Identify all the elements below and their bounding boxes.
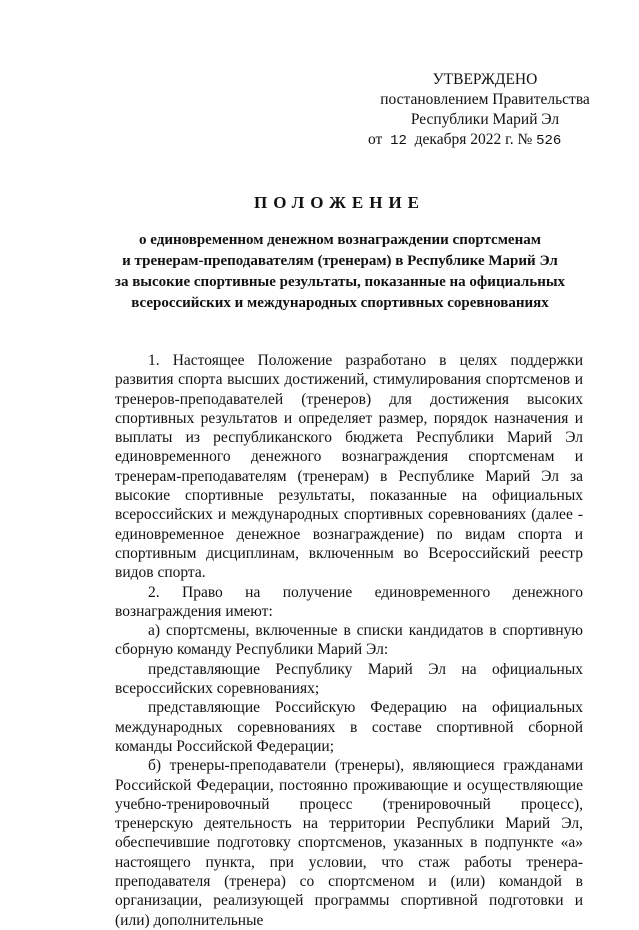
paragraph-2a-2: представляющие Российскую Федерацию на официальных международных соревнованиях в составе спортивной сборной команды Российской Федерации; [115, 699, 583, 755]
approval-number: 526 [536, 133, 562, 149]
approval-date-prefix: от [368, 131, 383, 148]
approval-status: УТВЕРЖДЕНО [432, 71, 538, 88]
paragraph-1: 1. Настоящее Положение разработано в целях поддержки развития спорта высших достижений, стимулирования спортсменов и тренеров-преподавателей (тренеров) для достижения высоких спортивных результатов и определяет размер, порядок назначения и выплаты из республиканского бюджета Республики Марий Эл единовременного денежного вознаграждения спортсменам и тренерам-преподавателям (тренерам) в Республике Марий Эл за высокие спортивные результаты, показанные на официальных всероссийских и международных спортивных соревнованиях (далее - единовременное денежное вознаграждение) по видам спорта и спортивным дисциплинам, включенным во Всероссийский реестр видов спорта. [115, 352, 583, 582]
paragraph-2: 2. Право на получение единовременного денежного вознаграждения имеют: [115, 583, 583, 620]
subtitle-line: о единовременном денежном вознаграждении спортсменам [139, 232, 541, 248]
subtitle-line: всероссийских и международных спортивных соревнованиях [131, 295, 549, 311]
document-body [115, 351, 583, 930]
document-title: ПОЛОЖЕНИЕ [254, 193, 425, 212]
document-subtitle [100, 230, 580, 314]
approval-date-rest: декабря 2022 г. № [414, 131, 533, 148]
paragraph-2a-1: представляющие Республику Марий Эл на официальных всероссийских соревнованиях; [115, 660, 583, 698]
approval-stamp [360, 70, 610, 151]
approval-day: 12 [390, 133, 407, 149]
approval-region: Республики Марий Эл [410, 111, 560, 128]
paragraph-2b: б) тренеры-преподаватели (тренеры), являющиеся гражданами Российской Федерации, постоянно проживающие и осуществляющие учебно-тренировочный процесс (тренировочный процесс), тренерскую деятельность на территории Республики Марий Эл, обеспечившие подготовку спортсменов, указанных в подпункте «а» настоящего пункта, при условии, что стаж работы тренера-преподавателя (тренера) со спортсменом и (или) командой в организации, реализующей программы спортивной подготовки и (или) дополнительные [115, 757, 583, 929]
approval-date-line [360, 130, 610, 151]
subtitle-line: и тренерам-преподавателям (тренерам) в Республике Марий Эл [122, 253, 558, 269]
paragraph-2a: а) спортсмены, включенные в списки кандидатов в спортивную сборную команду Республики Марий Эл: [115, 622, 583, 659]
approval-by: постановлением Правительства [380, 91, 590, 108]
subtitle-line: за высокие спортивные результаты, показанные на официальных [114, 274, 566, 290]
